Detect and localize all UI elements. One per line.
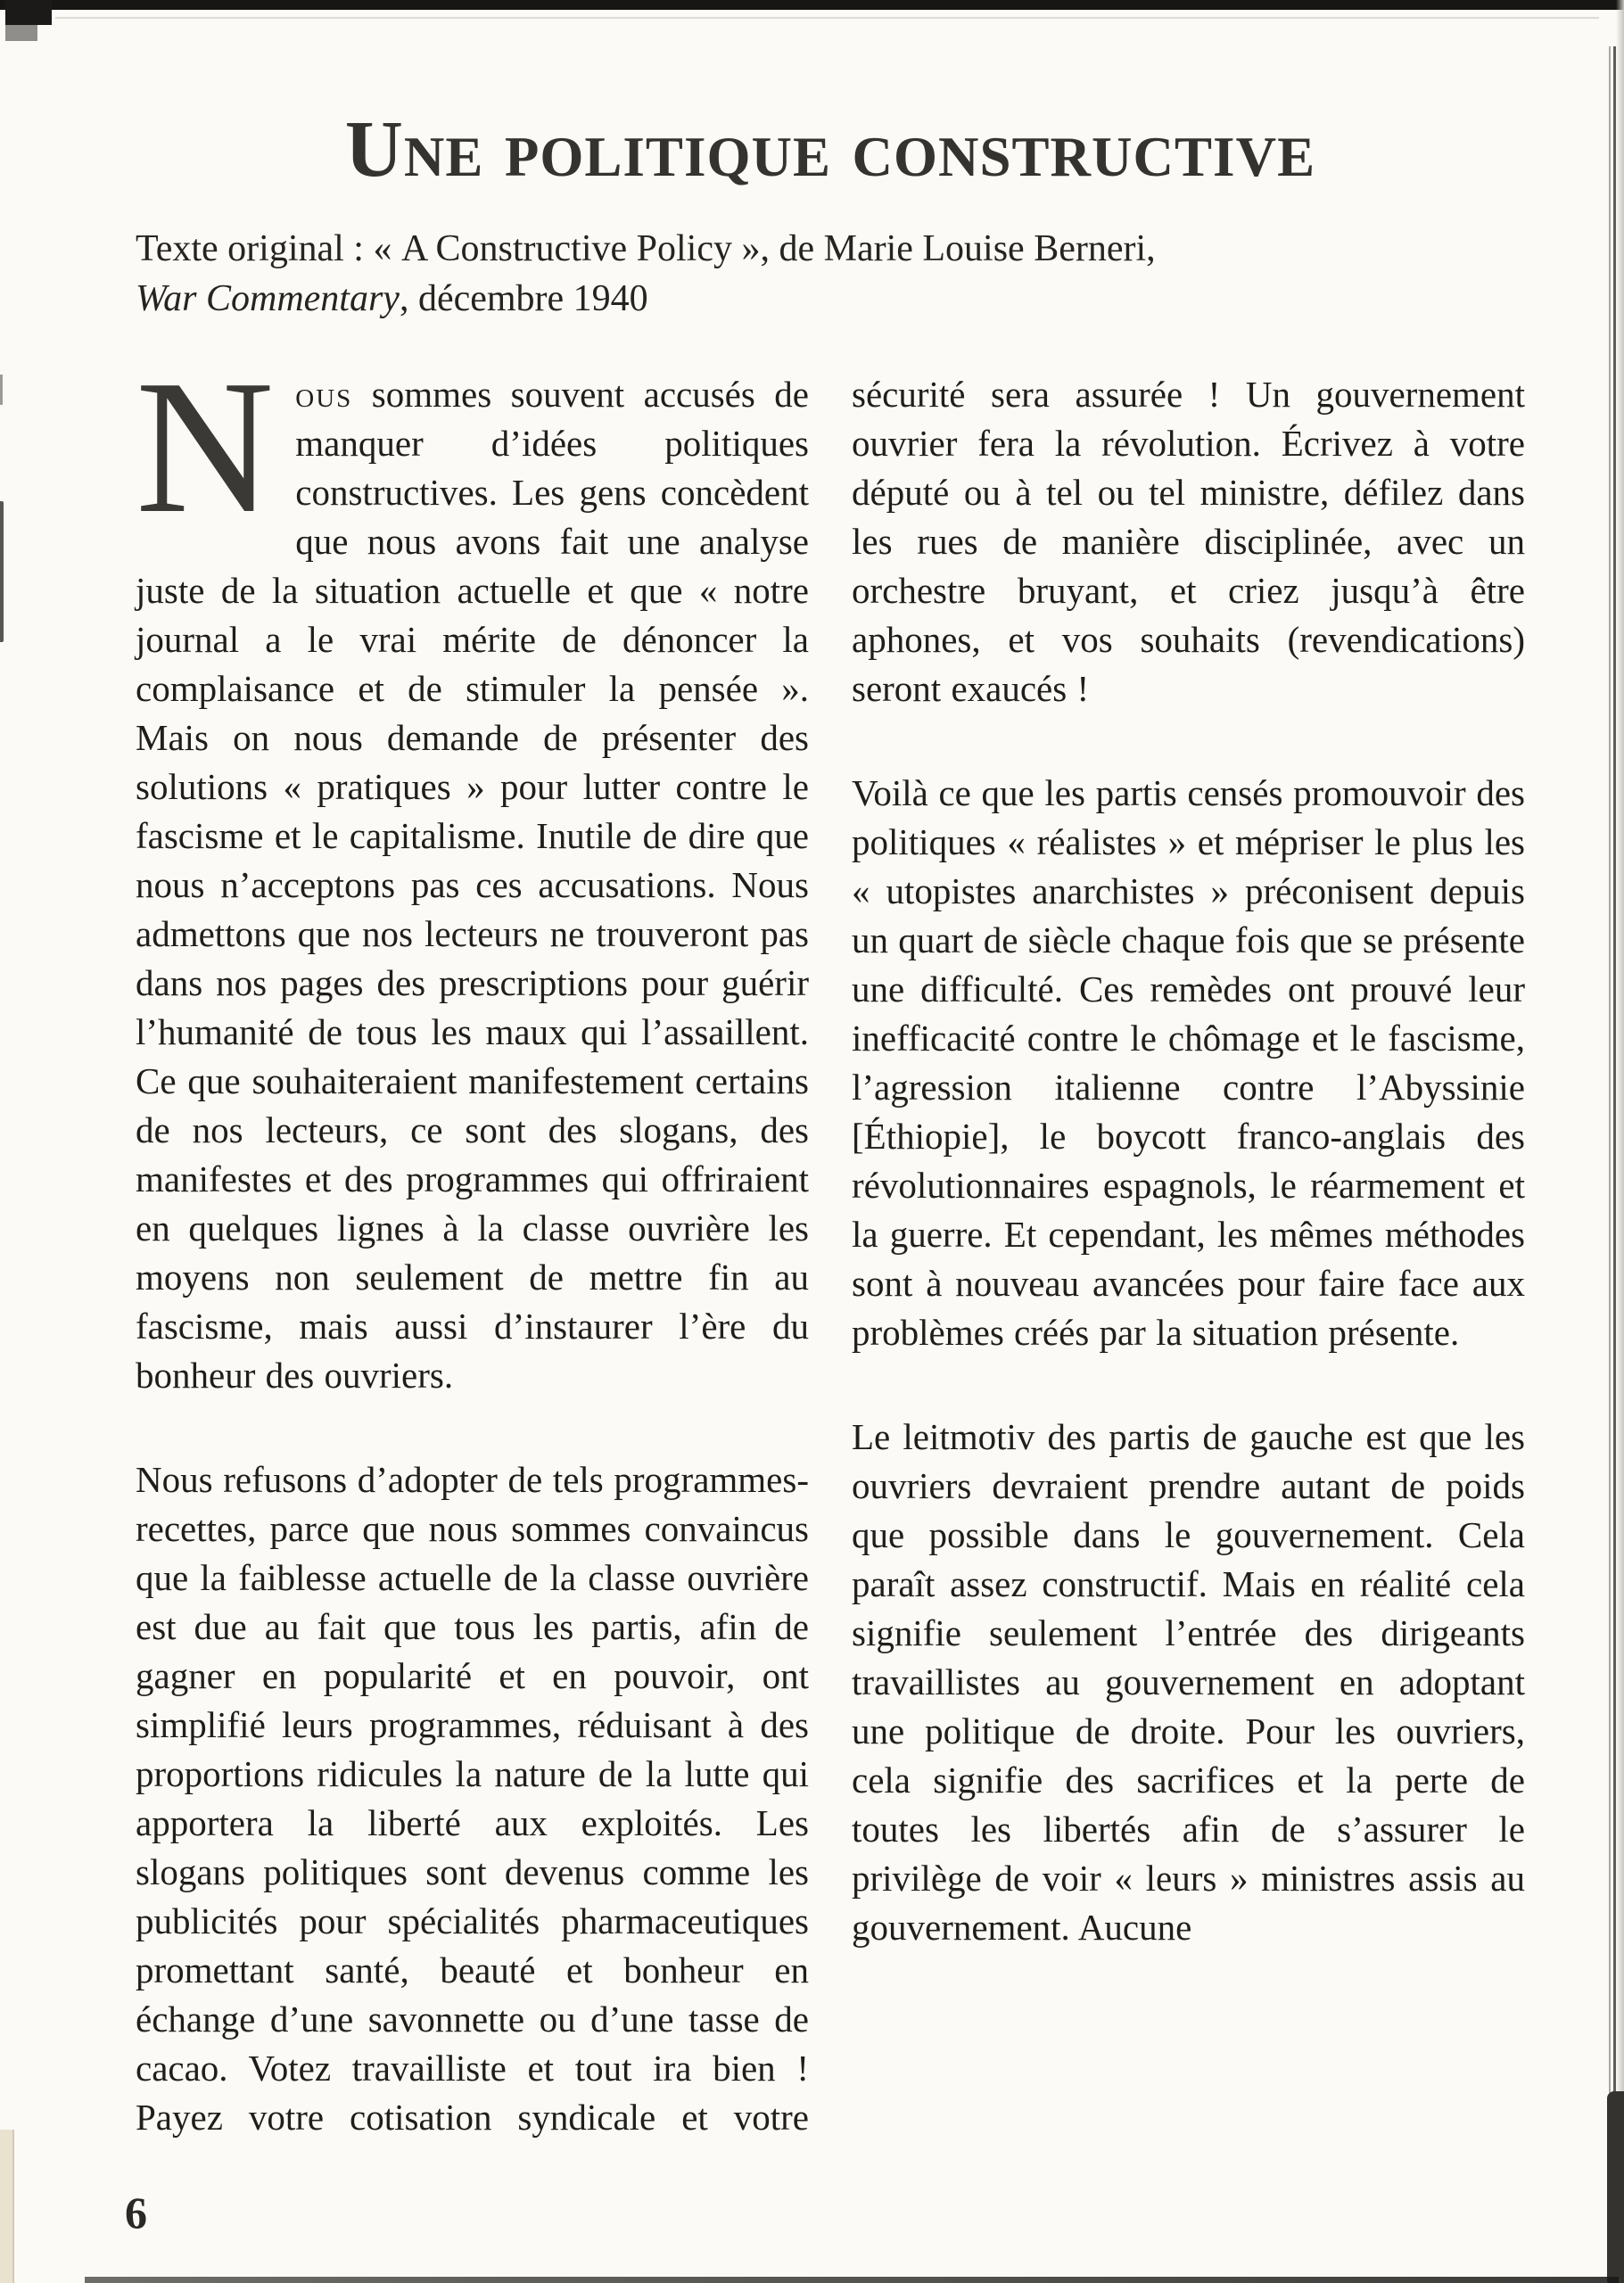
scan-artifact-left-beige-edge	[0, 2130, 14, 2283]
paragraph-1	[136, 340, 809, 1400]
scan-artifact-left-mark	[0, 375, 3, 405]
source-date: , décembre 1940	[399, 278, 648, 319]
page-content	[136, 0, 1525, 2149]
scan-artifact-corner-gray	[5, 25, 37, 41]
article-source	[136, 224, 1525, 324]
lead-small-caps: ous	[295, 374, 353, 415]
scan-artifact-left-strip	[0, 501, 4, 642]
scan-artifact-right-shade	[1616, 0, 1624, 2283]
article-body	[136, 340, 1525, 2149]
source-work-title: War Commentary	[136, 278, 400, 319]
source-line: Texte original : « A Constructive Policy », de Marie Louise Berneri,	[136, 228, 1156, 269]
paragraph-2: Nous refusons d’adopter de tels programmes-recettes, parce que nous sommes convaincus que la faiblesse actuelle de la classe ouvrière est due au fait que tous les partis, afin de gagner en popularité et en pouvoir, ont simplifié leurs programmes, réduisant à des proportions ridicules la nature de la lutte qui apportera la liberté aux exploités. Les slogans politiques sont devenus comme les publicités pour spécialités pharmaceutiques promettant santé, beauté et bonheur en échange d’une savonnette ou d’une tasse de cacao. Votez travailliste et tout ira bien ! Payez votre cotisation syndicale et votre sécurité sera assurée ! Un gouvernement ouvrier fera la révolution. Écrivez à votre député ou à tel ou tel ministre, défilez dans les rues de manière disciplinée, avec un orchestre bruyant, et criez jusqu’à être aphones, et vos souhaits (revendications) seront exaucés !	[136, 374, 1525, 2138]
article-title: Une politique constructive	[344, 105, 1316, 194]
scan-artifact-corner-block	[5, 0, 52, 25]
drop-cap: N	[136, 340, 275, 553]
scan-artifact-bottom-line	[85, 2277, 1619, 2283]
scan-artifact-bottom-right-smudge	[1607, 2091, 1624, 2283]
paragraph-3: Voilà ce que les partis censés promouvoir des politiques « réalistes » et mépriser le plus les « utopistes anarchistes » préconisent depuis un quart de siècle chaque fois que se présente une difficulté. Ces remèdes ont prouvé leur inefficacité contre le chômage et le fascisme, l’agression italienne contre l’Abyssinie [Éthiopie], le boycott franco-anglais des révolutionnaires espagnols, le réarmement et la guerre. Et cependant, les mêmes méthodes sont à nouveau avancées pour faire face aux problèmes créés par la situation présente.	[852, 772, 1525, 1353]
page-number: 6	[125, 2188, 147, 2238]
paragraph-4: Le leitmotiv des partis de gauche est que les ouvriers devraient prendre autant de poids que possible dans le gouvernement. Cela paraît assez constructif. Mais en réalité cela signifie seulement l’entrée des dirigeants travaillistes au gouvernement en adoptant une politique de droite. Pour les ouvriers, cela signifie des sacrifices et la perte de toutes les libertés afin de s’assurer le privilège de voir « leurs » ministres assis au gouvernement. Aucune	[852, 1416, 1525, 1948]
scan-artifact-right-line-inner	[1613, 46, 1616, 2283]
scan-artifact-right-line-outer	[1609, 46, 1611, 2283]
paragraph-1-text: sommes souvent accusés de manquer d’idées politiques constructives. Les gens concèdent que nous avons fait une analyse juste de la situation actuelle et que « notre journal a le vrai mérite de dénoncer la complaisance et de stimuler la pensée ». Mais on nous demande de présenter des solutions « pratiques » pour lutter contre le fascisme et le capitalisme. Inutile de dire que nous n’acceptons pas ces accusations. Nous admettons que nos lecteurs ne trouveront pas dans nos pages des prescriptions pour guérir l’humanité de tous les maux qui l’assaillent. Ce que souhaiteraient manifestement certains de nos lecteurs, ce sont des slogans, des manifestes et des programmes qui offriraient en quelques lignes à la classe ouvrière les moyens non seulement de mettre fin au fascisme, mais aussi d’instaurer l’ère du bonheur des ouvriers.	[136, 374, 809, 1396]
